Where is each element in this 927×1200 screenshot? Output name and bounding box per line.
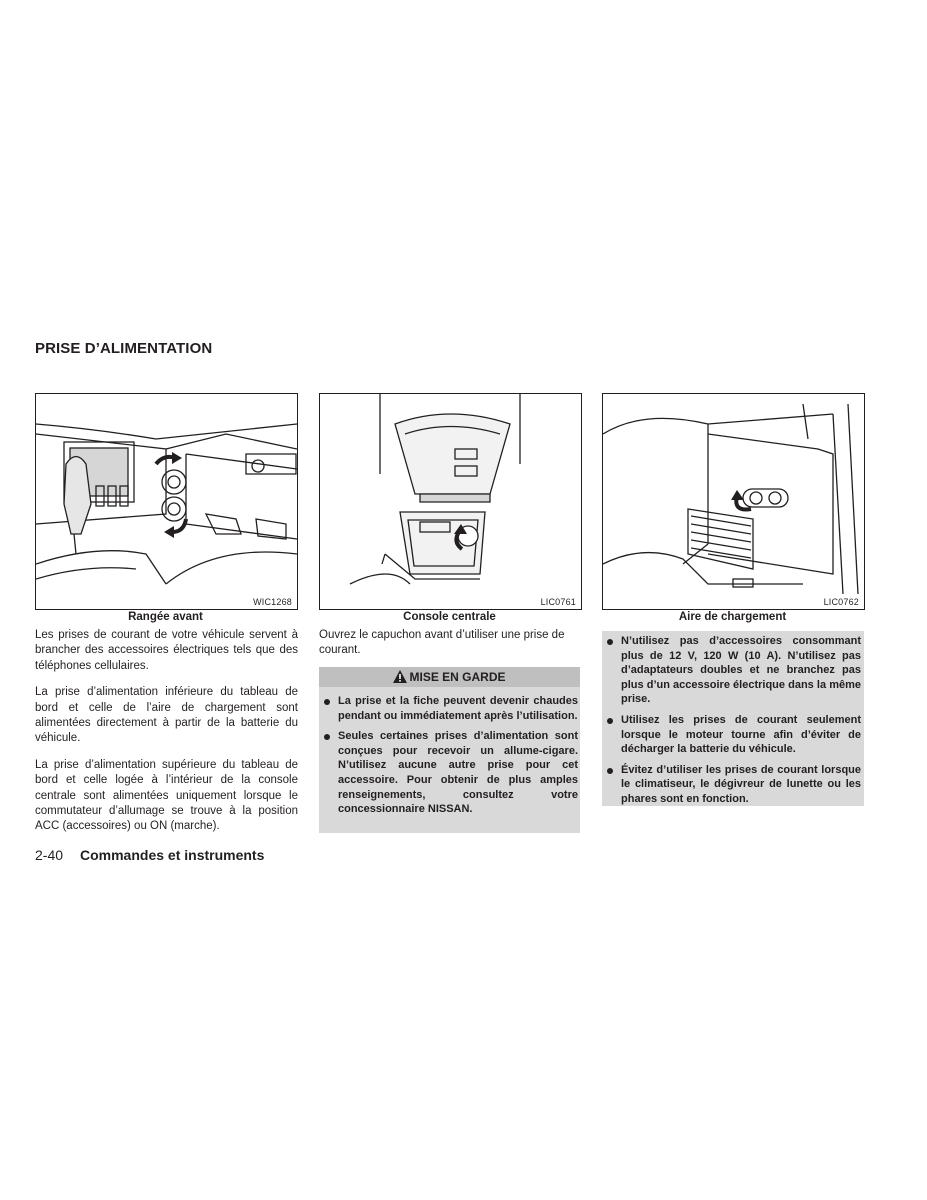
bullet-icon [607, 768, 613, 774]
figure-caption: Aire de chargement [678, 611, 787, 623]
caution-bullets [603, 634, 861, 813]
figure-cargo-area [602, 393, 865, 610]
paragraph: Ouvrez le capuchon avant d’utiliser une prise de courant. [319, 629, 565, 657]
figure-code: LIC0761 [540, 597, 576, 607]
bullet-icon [607, 639, 613, 645]
section-title: PRISE D’ALIMENTATION [35, 340, 213, 357]
figure-front-row [35, 393, 298, 610]
cargo-illustration [603, 394, 864, 609]
bullet-icon [324, 699, 330, 705]
column-1-text [35, 628, 298, 846]
figure-caption: Console centrale [403, 611, 496, 623]
list-item: La prise et la fiche peuvent devenir chaudes pendant ou immédiatement après l’utilisation. [320, 694, 578, 723]
bullet-icon [324, 734, 330, 740]
console-illustration [320, 394, 581, 609]
list-item: Utilisez les prises de courant seulement lorsque le moteur tourne afin d’éviter de décharger la batterie du véhicule. [603, 713, 861, 757]
bullet-icon [607, 718, 613, 724]
figure-caption: Rangée avant [128, 611, 203, 623]
front-row-illustration [36, 394, 297, 609]
warning-bullets [320, 694, 578, 823]
list-item: Seules certaines prises d’alimentation sont conçues pour recevoir un allume-cigare. N’utilisez aucune autre prise pour cet accessoire. Pour obtenir de plus amples renseignements, consultez votre concessionnaire NISSAN. [320, 729, 578, 817]
figure-center-console [319, 393, 582, 610]
figure-code: LIC0762 [823, 597, 859, 607]
warning-header [319, 667, 580, 687]
paragraph: La prise d’alimentation supérieure du tableau de bord et celle logée à l’intérieur de la console centrale sont alimentées uniquement lorsque le commutateur d’allumage se trouve à la position ACC (accessoires) ou ON (marche). [35, 758, 298, 833]
paragraph: La prise d’alimentation inférieure du tableau de bord et celle de l’aire de chargement sont alimentées directement à partir de la batterie du véhicule. [35, 686, 298, 745]
chapter-title: Commandes et instruments [80, 847, 265, 863]
paragraph: Les prises de courant de votre véhicule servent à brancher des accessoires électriques tels que des téléphones cellulaires. [35, 629, 298, 672]
warning-title: MISE EN GARDE [409, 670, 506, 684]
warning-icon [393, 669, 407, 689]
figure-code: WIC1268 [253, 597, 292, 607]
list-item: Évitez d’utiliser les prises de courant lorsque le climatiseur, le dégivreur de lunette ou les phares sont en fonction. [603, 763, 861, 807]
column-2-intro [319, 628, 581, 670]
list-item: N’utilisez pas d’accessoires consommant plus de 12 V, 120 W (10 A). N’utilisez pas d’adaptateurs doubles et ne branchez pas plus d’un accessoire électrique dans la même prise. [603, 634, 861, 707]
page-number: 2-40 [35, 847, 64, 863]
